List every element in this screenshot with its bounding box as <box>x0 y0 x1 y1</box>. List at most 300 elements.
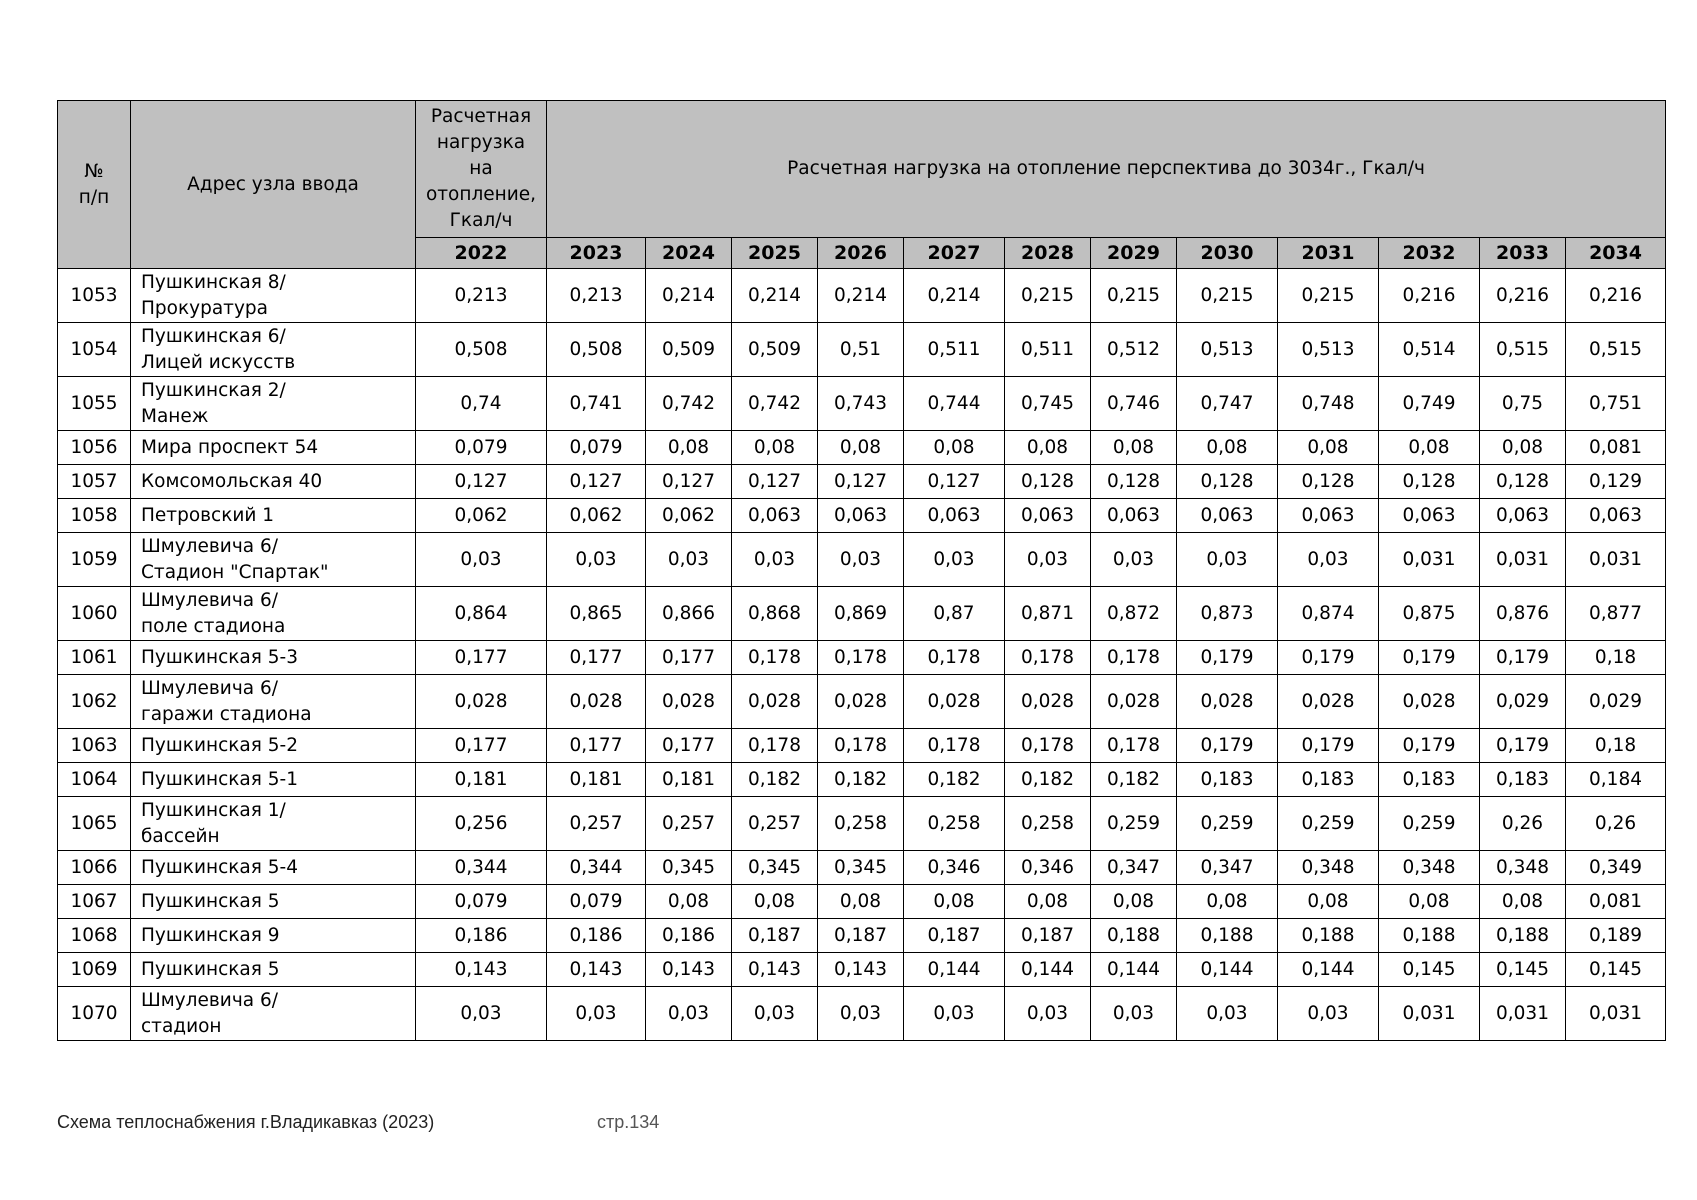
load-value-cell: 0,063 <box>904 499 1005 533</box>
load-value-cell: 0,183 <box>1177 763 1278 797</box>
load-value-cell: 0,744 <box>904 377 1005 431</box>
load-value-cell: 0,509 <box>646 323 732 377</box>
load-value-cell: 0,179 <box>1177 729 1278 763</box>
header-year: 2032 <box>1379 238 1480 269</box>
row-address: Пушкинская 5-3 <box>131 641 416 675</box>
load-value-cell: 0,515 <box>1566 323 1666 377</box>
load-value-cell: 0,028 <box>416 675 547 729</box>
load-value-cell: 0,028 <box>1177 675 1278 729</box>
load-value-cell: 0,258 <box>904 797 1005 851</box>
table-row <box>58 729 1666 763</box>
load-value-cell: 0,128 <box>1005 465 1091 499</box>
load-value-cell: 0,177 <box>547 729 646 763</box>
load-value-cell: 0,144 <box>1278 953 1379 987</box>
load-value-cell: 0,178 <box>904 641 1005 675</box>
load-value-cell: 0,741 <box>547 377 646 431</box>
load-value-cell: 0,188 <box>1091 919 1177 953</box>
load-value-cell: 0,031 <box>1379 533 1480 587</box>
load-value-cell: 0,127 <box>818 465 904 499</box>
load-value-cell: 0,03 <box>732 987 818 1041</box>
load-value-cell: 0,18 <box>1566 729 1666 763</box>
load-value-cell: 0,213 <box>416 269 547 323</box>
header-year: 2023 <box>547 238 646 269</box>
load-value-cell: 0,215 <box>1005 269 1091 323</box>
table-row <box>58 987 1666 1041</box>
load-value-cell: 0,079 <box>416 431 547 465</box>
load-value-cell: 0,063 <box>1005 499 1091 533</box>
load-value-cell: 0,345 <box>646 851 732 885</box>
row-address: Пушкинская 5-4 <box>131 851 416 885</box>
load-value-cell: 0,514 <box>1379 323 1480 377</box>
load-value-cell: 0,182 <box>818 763 904 797</box>
load-value-cell: 0,742 <box>646 377 732 431</box>
load-value-cell: 0,869 <box>818 587 904 641</box>
load-value-cell: 0,866 <box>646 587 732 641</box>
header-year: 2022 <box>416 238 547 269</box>
header-year: 2034 <box>1566 238 1666 269</box>
load-value-cell: 0,257 <box>646 797 732 851</box>
load-value-cell: 0,029 <box>1480 675 1566 729</box>
load-value-cell: 0,127 <box>732 465 818 499</box>
load-value-cell: 0,872 <box>1091 587 1177 641</box>
row-address: Шмулевича 6/ гаражи стадиона <box>131 675 416 729</box>
load-value-cell: 0,03 <box>547 533 646 587</box>
load-value-cell: 0,177 <box>416 729 547 763</box>
load-value-cell: 0,127 <box>416 465 547 499</box>
load-value-cell: 0,08 <box>1379 885 1480 919</box>
header-year: 2029 <box>1091 238 1177 269</box>
load-value-cell: 0,143 <box>646 953 732 987</box>
load-value-cell: 0,177 <box>416 641 547 675</box>
heat-load-table <box>57 100 1666 1041</box>
load-value-cell: 0,182 <box>732 763 818 797</box>
load-value-cell: 0,128 <box>1278 465 1379 499</box>
load-value-cell: 0,508 <box>416 323 547 377</box>
load-value-cell: 0,127 <box>904 465 1005 499</box>
row-address: Комсомольская 40 <box>131 465 416 499</box>
load-value-cell: 0,143 <box>732 953 818 987</box>
load-value-cell: 0,179 <box>1278 641 1379 675</box>
load-value-cell: 0,03 <box>818 987 904 1041</box>
load-value-cell: 0,216 <box>1566 269 1666 323</box>
load-value-cell: 0,216 <box>1379 269 1480 323</box>
row-number: 1067 <box>58 885 131 919</box>
row-number: 1069 <box>58 953 131 987</box>
row-number: 1065 <box>58 797 131 851</box>
load-value-cell: 0,179 <box>1379 729 1480 763</box>
header-perspective-text: Расчетная нагрузка на отопление перспектива до 3034г., Гкал/ч <box>787 158 1425 179</box>
load-value-cell: 0,03 <box>1177 533 1278 587</box>
load-value-cell: 0,868 <box>732 587 818 641</box>
load-value-cell: 0,259 <box>1177 797 1278 851</box>
load-value-cell: 0,216 <box>1480 269 1566 323</box>
load-value-cell: 0,874 <box>1278 587 1379 641</box>
load-value-cell: 0,214 <box>818 269 904 323</box>
load-value-cell: 0,177 <box>547 641 646 675</box>
load-value-cell: 0,08 <box>1379 431 1480 465</box>
load-value-cell: 0,127 <box>547 465 646 499</box>
load-value-cell: 0,128 <box>1177 465 1278 499</box>
load-value-cell: 0,03 <box>1005 533 1091 587</box>
row-address: Пушкинская 5-2 <box>131 729 416 763</box>
table-row <box>58 851 1666 885</box>
load-value-cell: 0,347 <box>1177 851 1278 885</box>
load-value-cell: 0,144 <box>1091 953 1177 987</box>
load-value-cell: 0,751 <box>1566 377 1666 431</box>
load-value-cell: 0,062 <box>547 499 646 533</box>
load-value-cell: 0,877 <box>1566 587 1666 641</box>
row-number: 1068 <box>58 919 131 953</box>
load-value-cell: 0,189 <box>1566 919 1666 953</box>
row-address: Пушкинская 5-1 <box>131 763 416 797</box>
load-value-cell: 0,178 <box>1091 729 1177 763</box>
load-value-cell: 0,03 <box>646 987 732 1041</box>
load-value-cell: 0,345 <box>818 851 904 885</box>
load-value-cell: 0,177 <box>646 729 732 763</box>
load-value-cell: 0,188 <box>1177 919 1278 953</box>
row-number: 1056 <box>58 431 131 465</box>
row-address: Мира проспект 54 <box>131 431 416 465</box>
load-value-cell: 0,181 <box>646 763 732 797</box>
load-value-cell: 0,031 <box>1566 533 1666 587</box>
load-value-cell: 0,187 <box>1005 919 1091 953</box>
load-value-cell: 0,063 <box>1177 499 1278 533</box>
load-value-cell: 0,062 <box>646 499 732 533</box>
row-address: Шмулевича 6/ стадион <box>131 987 416 1041</box>
header-year: 2028 <box>1005 238 1091 269</box>
row-number: 1062 <box>58 675 131 729</box>
load-value-cell: 0,031 <box>1379 987 1480 1041</box>
table-row <box>58 465 1666 499</box>
load-value-cell: 0,187 <box>818 919 904 953</box>
row-number: 1060 <box>58 587 131 641</box>
header-address-text: Адрес узла ввода <box>187 173 359 195</box>
load-value-cell: 0,87 <box>904 587 1005 641</box>
header-year: 2024 <box>646 238 732 269</box>
load-value-cell: 0,508 <box>547 323 646 377</box>
load-value-cell: 0,182 <box>1091 763 1177 797</box>
load-value-cell: 0,03 <box>416 533 547 587</box>
row-number: 1058 <box>58 499 131 533</box>
header-year: 2033 <box>1480 238 1566 269</box>
table-row <box>58 919 1666 953</box>
load-value-cell: 0,079 <box>547 431 646 465</box>
footer-title: Схема теплоснабжения г.Владикавказ (2023) <box>57 1112 435 1132</box>
load-value-cell: 0,26 <box>1566 797 1666 851</box>
load-value-cell: 0,179 <box>1177 641 1278 675</box>
load-value-cell: 0,03 <box>904 987 1005 1041</box>
row-address: Шмулевича 6/ Стадион "Спартак" <box>131 533 416 587</box>
table-row <box>58 797 1666 851</box>
row-address: Петровский 1 <box>131 499 416 533</box>
load-value-cell: 0,03 <box>547 987 646 1041</box>
load-value-cell: 0,875 <box>1379 587 1480 641</box>
load-value-cell: 0,51 <box>818 323 904 377</box>
load-value-cell: 0,257 <box>732 797 818 851</box>
header-current-load-text: Расчетная нагрузка на отопление, Гкал/ч <box>425 106 537 231</box>
load-value-cell: 0,257 <box>547 797 646 851</box>
load-value-cell: 0,214 <box>646 269 732 323</box>
table-row <box>58 763 1666 797</box>
load-value-cell: 0,215 <box>1177 269 1278 323</box>
load-value-cell: 0,08 <box>1091 431 1177 465</box>
load-value-cell: 0,03 <box>1005 987 1091 1041</box>
load-value-cell: 0,028 <box>1091 675 1177 729</box>
load-value-cell: 0,03 <box>1278 987 1379 1041</box>
load-value-cell: 0,188 <box>1480 919 1566 953</box>
load-value-cell: 0,03 <box>1091 987 1177 1041</box>
load-value-cell: 0,144 <box>1005 953 1091 987</box>
load-value-cell: 0,08 <box>1091 885 1177 919</box>
header-address <box>131 101 416 269</box>
load-value-cell: 0,08 <box>904 885 1005 919</box>
load-value-cell: 0,865 <box>547 587 646 641</box>
load-value-cell: 0,031 <box>1480 533 1566 587</box>
row-number: 1053 <box>58 269 131 323</box>
load-value-cell: 0,128 <box>1091 465 1177 499</box>
load-value-cell: 0,509 <box>732 323 818 377</box>
load-value-cell: 0,346 <box>1005 851 1091 885</box>
load-value-cell: 0,214 <box>732 269 818 323</box>
table-row <box>58 377 1666 431</box>
load-value-cell: 0,08 <box>904 431 1005 465</box>
load-value-cell: 0,513 <box>1278 323 1379 377</box>
header-year: 2027 <box>904 238 1005 269</box>
load-value-cell: 0,511 <box>904 323 1005 377</box>
header-year: 2031 <box>1278 238 1379 269</box>
load-value-cell: 0,876 <box>1480 587 1566 641</box>
load-value-cell: 0,26 <box>1480 797 1566 851</box>
load-value-cell: 0,184 <box>1566 763 1666 797</box>
load-value-cell: 0,079 <box>547 885 646 919</box>
load-value-cell: 0,03 <box>818 533 904 587</box>
load-value-cell: 0,028 <box>1005 675 1091 729</box>
load-value-cell: 0,178 <box>1005 641 1091 675</box>
load-value-cell: 0,188 <box>1278 919 1379 953</box>
load-value-cell: 0,74 <box>416 377 547 431</box>
load-value-cell: 0,03 <box>1278 533 1379 587</box>
row-number: 1064 <box>58 763 131 797</box>
load-value-cell: 0,181 <box>416 763 547 797</box>
load-value-cell: 0,743 <box>818 377 904 431</box>
table-row <box>58 533 1666 587</box>
load-value-cell: 0,143 <box>547 953 646 987</box>
load-value-cell: 0,063 <box>1566 499 1666 533</box>
load-value-cell: 0,08 <box>732 431 818 465</box>
load-value-cell: 0,063 <box>818 499 904 533</box>
load-value-cell: 0,127 <box>646 465 732 499</box>
load-value-cell: 0,747 <box>1177 377 1278 431</box>
load-value-cell: 0,03 <box>1091 533 1177 587</box>
load-value-cell: 0,345 <box>732 851 818 885</box>
row-address: Пушкинская 5 <box>131 953 416 987</box>
load-value-cell: 0,143 <box>416 953 547 987</box>
row-number: 1061 <box>58 641 131 675</box>
load-value-cell: 0,143 <box>818 953 904 987</box>
load-value-cell: 0,258 <box>818 797 904 851</box>
load-value-cell: 0,128 <box>1379 465 1480 499</box>
load-value-cell: 0,079 <box>416 885 547 919</box>
load-value-cell: 0,081 <box>1566 431 1666 465</box>
load-value-cell: 0,182 <box>904 763 1005 797</box>
load-value-cell: 0,144 <box>904 953 1005 987</box>
load-value-cell: 0,259 <box>1091 797 1177 851</box>
load-value-cell: 0,08 <box>818 431 904 465</box>
load-value-cell: 0,145 <box>1480 953 1566 987</box>
load-value-cell: 0,178 <box>1091 641 1177 675</box>
header-year: 2026 <box>818 238 904 269</box>
load-value-cell: 0,183 <box>1379 763 1480 797</box>
load-value-cell: 0,259 <box>1278 797 1379 851</box>
load-value-cell: 0,749 <box>1379 377 1480 431</box>
row-number: 1054 <box>58 323 131 377</box>
load-value-cell: 0,344 <box>416 851 547 885</box>
load-value-cell: 0,03 <box>416 987 547 1041</box>
load-value-cell: 0,188 <box>1379 919 1480 953</box>
load-value-cell: 0,03 <box>1177 987 1278 1041</box>
load-value-cell: 0,348 <box>1379 851 1480 885</box>
load-value-cell: 0,348 <box>1278 851 1379 885</box>
load-value-cell: 0,183 <box>1480 763 1566 797</box>
load-value-cell: 0,081 <box>1566 885 1666 919</box>
load-value-cell: 0,028 <box>547 675 646 729</box>
table-row <box>58 587 1666 641</box>
header-current-load <box>416 101 547 238</box>
load-value-cell: 0,08 <box>646 431 732 465</box>
load-value-cell: 0,256 <box>416 797 547 851</box>
load-value-cell: 0,028 <box>1379 675 1480 729</box>
table-body <box>58 269 1666 1041</box>
load-value-cell: 0,08 <box>1480 885 1566 919</box>
load-value-cell: 0,08 <box>1278 885 1379 919</box>
load-value-cell: 0,028 <box>904 675 1005 729</box>
load-value-cell: 0,18 <box>1566 641 1666 675</box>
load-value-cell: 0,179 <box>1379 641 1480 675</box>
load-value-cell: 0,028 <box>646 675 732 729</box>
table-row <box>58 953 1666 987</box>
row-address: Пушкинская 9 <box>131 919 416 953</box>
header-num <box>58 101 131 269</box>
load-value-cell: 0,186 <box>416 919 547 953</box>
load-value-cell: 0,08 <box>1005 885 1091 919</box>
table-row <box>58 499 1666 533</box>
load-value-cell: 0,063 <box>1480 499 1566 533</box>
load-value-cell: 0,029 <box>1566 675 1666 729</box>
load-value-cell: 0,746 <box>1091 377 1177 431</box>
load-value-cell: 0,75 <box>1480 377 1566 431</box>
load-value-cell: 0,028 <box>732 675 818 729</box>
load-value-cell: 0,187 <box>732 919 818 953</box>
load-value-cell: 0,187 <box>904 919 1005 953</box>
row-number: 1059 <box>58 533 131 587</box>
load-value-cell: 0,512 <box>1091 323 1177 377</box>
load-value-cell: 0,748 <box>1278 377 1379 431</box>
header-year: 2030 <box>1177 238 1278 269</box>
load-value-cell: 0,08 <box>1480 431 1566 465</box>
row-address: Пушкинская 2/ Манеж <box>131 377 416 431</box>
table-row <box>58 641 1666 675</box>
load-value-cell: 0,063 <box>732 499 818 533</box>
row-address: Шмулевича 6/ поле стадиона <box>131 587 416 641</box>
row-number: 1066 <box>58 851 131 885</box>
table-row <box>58 431 1666 465</box>
row-number: 1057 <box>58 465 131 499</box>
load-value-cell: 0,028 <box>818 675 904 729</box>
load-value-cell: 0,03 <box>646 533 732 587</box>
row-number: 1063 <box>58 729 131 763</box>
load-value-cell: 0,063 <box>1278 499 1379 533</box>
table-row <box>58 323 1666 377</box>
load-value-cell: 0,144 <box>1177 953 1278 987</box>
load-value-cell: 0,213 <box>547 269 646 323</box>
load-value-cell: 0,871 <box>1005 587 1091 641</box>
load-value-cell: 0,186 <box>547 919 646 953</box>
load-value-cell: 0,178 <box>732 641 818 675</box>
load-value-cell: 0,344 <box>547 851 646 885</box>
load-value-cell: 0,031 <box>1480 987 1566 1041</box>
load-value-cell: 0,511 <box>1005 323 1091 377</box>
load-value-cell: 0,179 <box>1480 729 1566 763</box>
load-value-cell: 0,063 <box>1379 499 1480 533</box>
load-value-cell: 0,742 <box>732 377 818 431</box>
load-value-cell: 0,348 <box>1480 851 1566 885</box>
load-value-cell: 0,145 <box>1379 953 1480 987</box>
load-value-cell: 0,128 <box>1480 465 1566 499</box>
load-value-cell: 0,03 <box>904 533 1005 587</box>
load-value-cell: 0,178 <box>1005 729 1091 763</box>
load-value-cell: 0,513 <box>1177 323 1278 377</box>
load-value-cell: 0,08 <box>1177 431 1278 465</box>
load-value-cell: 0,031 <box>1566 987 1666 1041</box>
load-value-cell: 0,259 <box>1379 797 1480 851</box>
load-value-cell: 0,873 <box>1177 587 1278 641</box>
load-value-cell: 0,864 <box>416 587 547 641</box>
load-value-cell: 0,258 <box>1005 797 1091 851</box>
load-value-cell: 0,186 <box>646 919 732 953</box>
load-value-cell: 0,08 <box>646 885 732 919</box>
load-value-cell: 0,178 <box>818 729 904 763</box>
header-year: 2025 <box>732 238 818 269</box>
load-value-cell: 0,145 <box>1566 953 1666 987</box>
load-value-cell: 0,03 <box>732 533 818 587</box>
load-value-cell: 0,215 <box>1091 269 1177 323</box>
load-value-cell: 0,08 <box>818 885 904 919</box>
load-value-cell: 0,08 <box>1278 431 1379 465</box>
load-value-cell: 0,178 <box>904 729 1005 763</box>
load-value-cell: 0,179 <box>1480 641 1566 675</box>
table-row <box>58 885 1666 919</box>
load-value-cell: 0,745 <box>1005 377 1091 431</box>
load-value-cell: 0,178 <box>818 641 904 675</box>
load-value-cell: 0,177 <box>646 641 732 675</box>
load-value-cell: 0,215 <box>1278 269 1379 323</box>
load-value-cell: 0,063 <box>1091 499 1177 533</box>
row-address: Пушкинская 6/ Лицей искусств <box>131 323 416 377</box>
load-value-cell: 0,08 <box>1005 431 1091 465</box>
load-value-cell: 0,08 <box>732 885 818 919</box>
load-value-cell: 0,062 <box>416 499 547 533</box>
load-value-cell: 0,346 <box>904 851 1005 885</box>
row-address: Пушкинская 8/ Прокуратура <box>131 269 416 323</box>
row-number: 1070 <box>58 987 131 1041</box>
load-value-cell: 0,347 <box>1091 851 1177 885</box>
table-row <box>58 675 1666 729</box>
load-value-cell: 0,349 <box>1566 851 1666 885</box>
load-value-cell: 0,181 <box>547 763 646 797</box>
load-value-cell: 0,179 <box>1278 729 1379 763</box>
load-value-cell: 0,182 <box>1005 763 1091 797</box>
load-value-cell: 0,183 <box>1278 763 1379 797</box>
